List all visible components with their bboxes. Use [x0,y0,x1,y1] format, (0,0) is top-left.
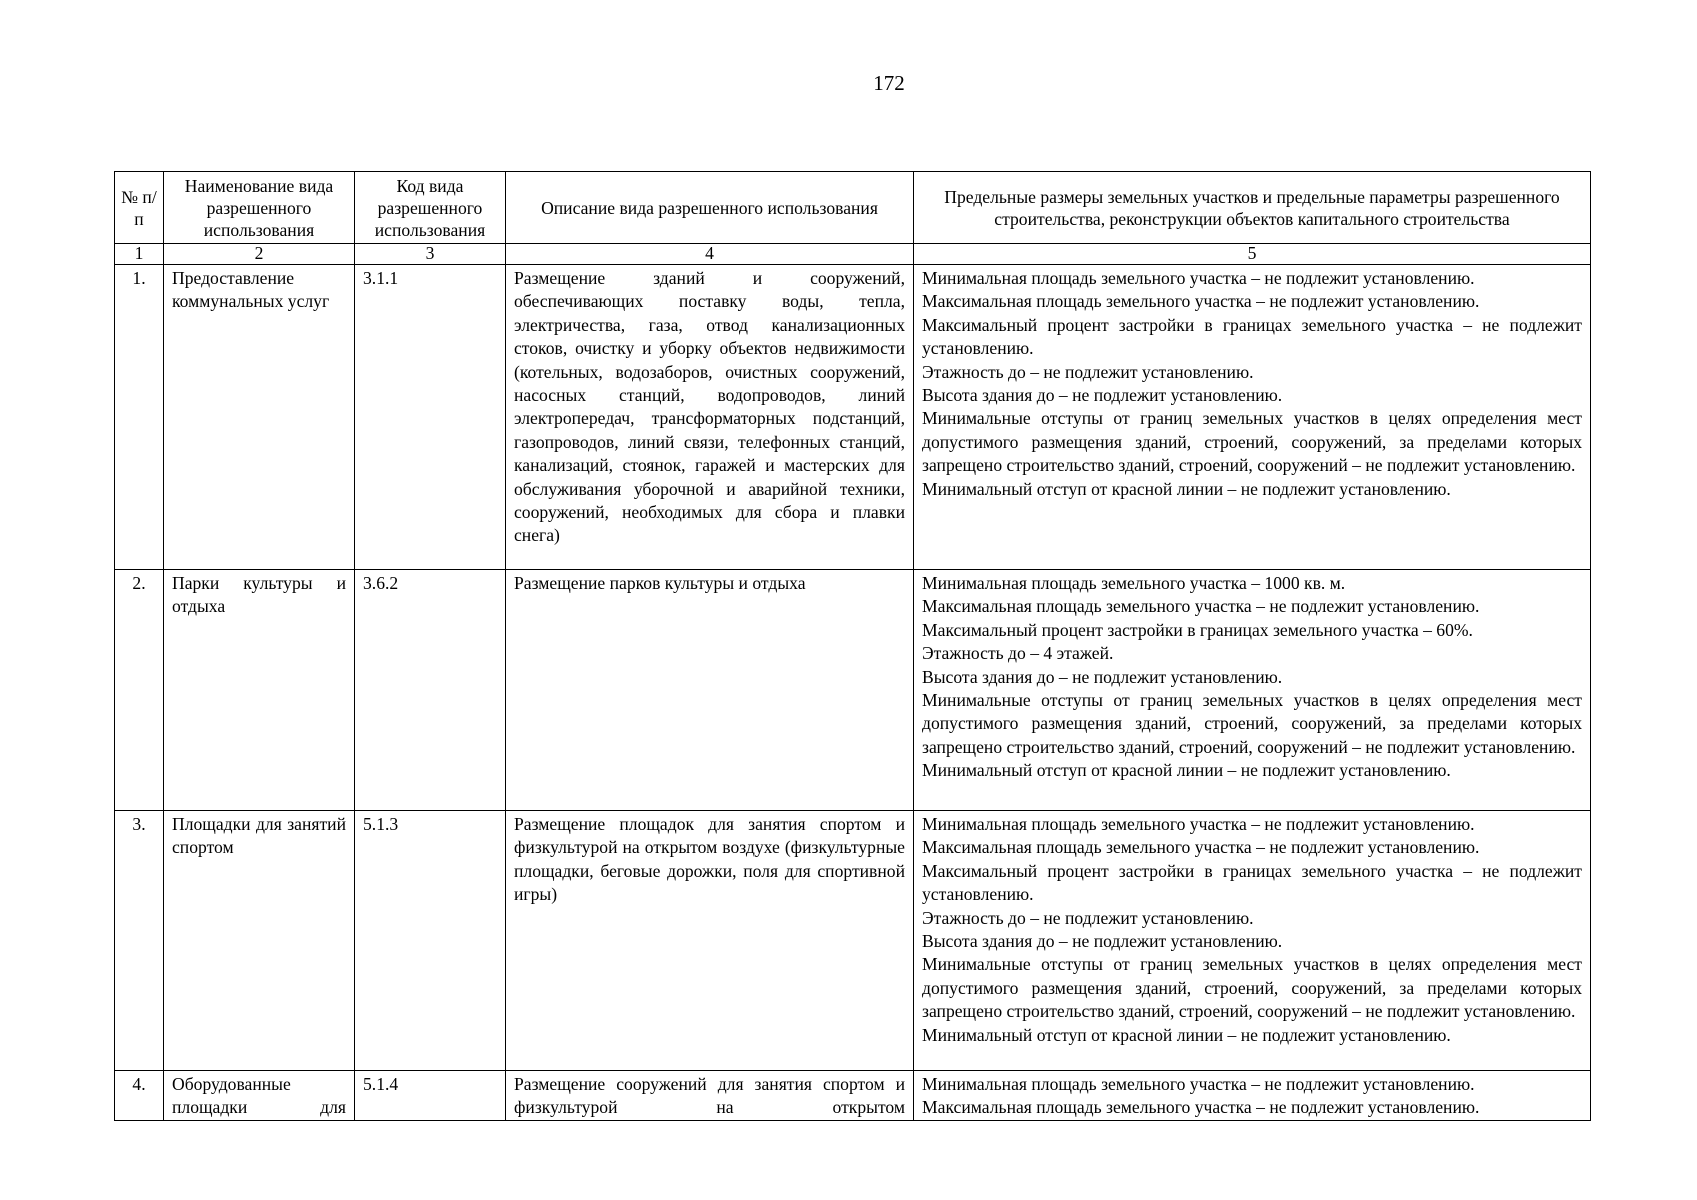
header-code: Код вида разрешенного использования [355,172,506,244]
use-name: Парки культуры и отдыха [164,570,355,811]
param-line: Этажность до – не подлежит установлению. [922,907,1254,928]
table-row [115,1071,1591,1121]
param-line: Этажность до – не подлежит установлению. [922,361,1254,382]
row-number: 3. [115,811,164,1071]
page-number: 172 [873,71,905,95]
use-params [914,811,1591,1071]
use-code: 5.1.4 [355,1071,506,1121]
use-description-text: Размещение сооружений для занятия спортом и физкультурой на открытом [514,1074,905,1118]
use-description [506,1071,914,1121]
column-number: 2 [164,244,355,265]
param-line: Минимальная площадь земельного участка – 1000 кв. м. [922,573,1346,593]
column-number: 1 [115,244,164,265]
use-params [914,1071,1591,1121]
param-line: Минимальный отступ от красной линии – не подлежит установлению. [922,760,1451,781]
use-name [164,1071,355,1121]
use-name: Предоставление коммунальных услуг [164,265,355,570]
param-line: Высота здания до – не подлежит установлению. [922,666,1283,687]
use-code: 3.1.1 [355,265,506,570]
header-num: № п/п [115,172,164,244]
header-description: Описание вида разрешенного использования [506,172,914,244]
param-line: Максимальный процент застройки в границах земельного участка – не подлежит установлению. [922,314,1582,359]
use-params [914,570,1591,811]
use-name-text: Оборудованные площадки для [172,1074,346,1118]
use-code: 5.1.3 [355,811,506,1071]
column-number: 5 [914,244,1591,265]
use-params [914,265,1591,570]
row-number: 2. [115,570,164,811]
header-params: Предельные размеры земельных участков и предельные параметры разрешенного строительства, реконструкции объектов капитального строительства [914,172,1591,244]
use-code: 3.6.2 [355,570,506,811]
param-line: Максимальная площадь земельного участка – не подлежит установлению. [922,291,1480,312]
param-line: Минимальные отступы от границ земельных участков в целях определения мест допустимого размещения зданий, строений, сооружений, за пределами которых запрещено строительство зданий, строений, сооружений – не подлежит установлению. [922,954,1582,1022]
table-row [115,265,1591,570]
param-line: Минимальная площадь земельного участка – не подлежит установлению. [922,814,1475,834]
param-line: Максимальный процент застройки в границах земельного участка – не подлежит установлению. [922,860,1582,905]
param-line: Этажность до – 4 этажей. [922,643,1114,664]
param-line: Максимальная площадь земельного участка – не подлежит установлению. [922,596,1480,617]
column-number-row [115,244,1591,265]
param-line: Максимальная площадь земельного участка – не подлежит установлению. [922,837,1480,858]
zoning-table [114,171,1591,1121]
header-row [115,172,1591,244]
use-description: Размещение зданий и сооружений, обеспечивающих поставку воды, тепла, электричества, газа, отвод канализационных стоков, очистку и уборку объектов недвижимости (котельных, водозаборов, очистных сооружений, насосных станций, водопроводов, линий электропередач, трансформаторных подстанций, газопроводов, линий связи, телефонных станций, канализаций, стоянок, гаражей и мастерских для обслуживания уборочной и аварийной техники, сооружений, необходимых для сбора и плавки снега) [506,265,914,570]
table-row [115,570,1591,811]
param-line: Минимальные отступы от границ земельных участков в целях определения мест допустимого размещения зданий, строений, сооружений, за пределами которых запрещено строительство зданий, строений, сооружений – не подлежит установлению. [922,408,1582,476]
param-line: Минимальный отступ от красной линии – не подлежит установлению. [922,478,1451,499]
header-name: Наименование вида разрешенного использования [164,172,355,244]
use-description: Размещение площадок для занятия спортом и физкультурой на открытом воздухе (физкультурные площадки, беговые дорожки, поля для спортивной игры) [506,811,914,1071]
param-line: Минимальные отступы от границ земельных участков в целях определения мест допустимого размещения зданий, строений, сооружений, за пределами которых запрещено строительство зданий, строений, сооружений – не подлежит установлению. [922,690,1582,757]
column-number: 4 [506,244,914,265]
use-name: Площадки для занятий спортом [164,811,355,1071]
param-line: Минимальный отступ от красной линии – не подлежит установлению. [922,1024,1451,1045]
param-line: Минимальная площадь земельного участка – не подлежит установлению. [922,1074,1475,1094]
param-line: Максимальный процент застройки в границах земельного участка – 60%. [922,619,1473,640]
row-number: 4. [115,1071,164,1121]
use-description: Размещение парков культуры и отдыха [506,570,914,811]
column-number: 3 [355,244,506,265]
param-line: Высота здания до – не подлежит установлению. [922,385,1283,406]
param-line: Минимальная площадь земельного участка – не подлежит установлению. [922,268,1475,288]
row-number: 1. [115,265,164,570]
table-row [115,811,1591,1071]
param-line: Максимальная площадь земельного участка – не подлежит установлению. [922,1097,1480,1118]
param-line: Высота здания до – не подлежит установлению. [922,931,1283,952]
